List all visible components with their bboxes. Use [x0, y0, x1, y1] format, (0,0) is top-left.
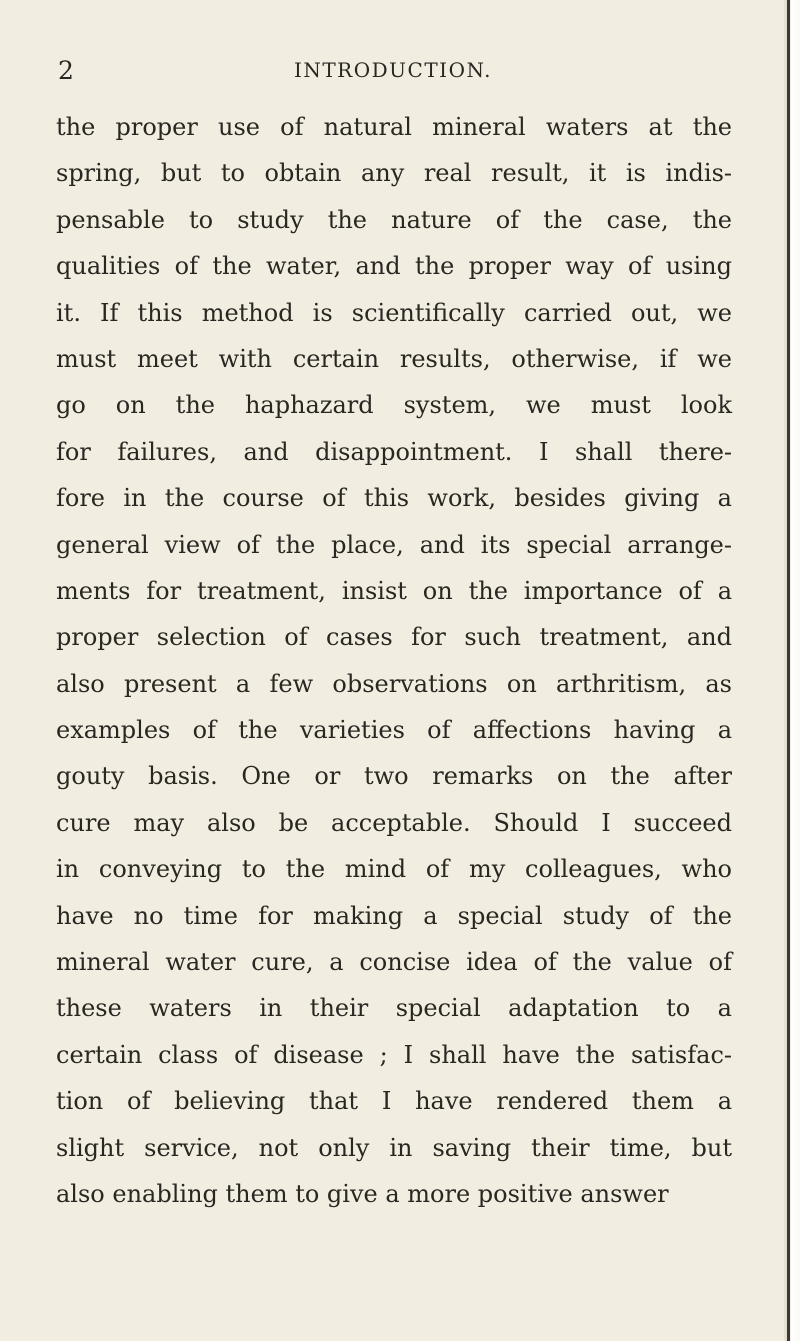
- text-line: the proper use of natural mineral waters at the: [56, 113, 732, 141]
- page-number: 2: [58, 56, 75, 85]
- text-line: have no time for making a special study of the: [56, 901, 732, 930]
- text-line: for failures, and disappointment. I shall there-: [56, 437, 732, 466]
- text-line: in conveying to the mind of my colleagues, who: [56, 855, 732, 884]
- text-line: certain class of disease ; I shall have the satisfac-: [56, 1040, 732, 1069]
- gutter-edge: [787, 0, 790, 1341]
- text-line: cure may also be acceptable. Should I succeed: [56, 808, 732, 837]
- text-line: must meet with certain results, otherwise, if we: [56, 344, 732, 373]
- text-line: examples of the varieties of affections having a: [56, 716, 732, 745]
- running-title: INTRODUCTION.: [293, 58, 493, 82]
- text-line: it. If this method is scientifically carried out, we: [56, 298, 732, 327]
- body-paragraph: [56, 104, 732, 1217]
- text-line: proper selection of cases for such treatment, and: [56, 623, 732, 652]
- text-line: gouty basis. One or two remarks on the after: [56, 762, 732, 791]
- text-line: pensable to study the nature of the case, the: [56, 205, 732, 234]
- text-line: also present a few observations on arthritism, as: [56, 669, 732, 698]
- text-line: ments for treatment, insist on the importance of a: [56, 576, 732, 605]
- text-line: go on the haphazard system, we must look: [56, 391, 732, 420]
- text-line: general view of the place, and its special arrange-: [56, 530, 732, 559]
- text-line: fore in the course of this work, besides giving a: [56, 484, 732, 513]
- text-line: qualities of the water, and the proper way of using: [56, 252, 732, 281]
- text-line: tion of believing that I have rendered them a: [56, 1087, 732, 1116]
- text-line: slight service, not only in saving their time, but: [56, 1133, 732, 1162]
- text-line: spring, but to obtain any real result, it is indis-: [56, 159, 732, 188]
- text-line: mineral water cure, a concise idea of the value of: [56, 948, 732, 977]
- text-line: also enabling them to give a more positive answer: [56, 1179, 669, 1208]
- text-line: these waters in their special adaptation to a: [56, 994, 732, 1023]
- running-head: [55, 56, 731, 90]
